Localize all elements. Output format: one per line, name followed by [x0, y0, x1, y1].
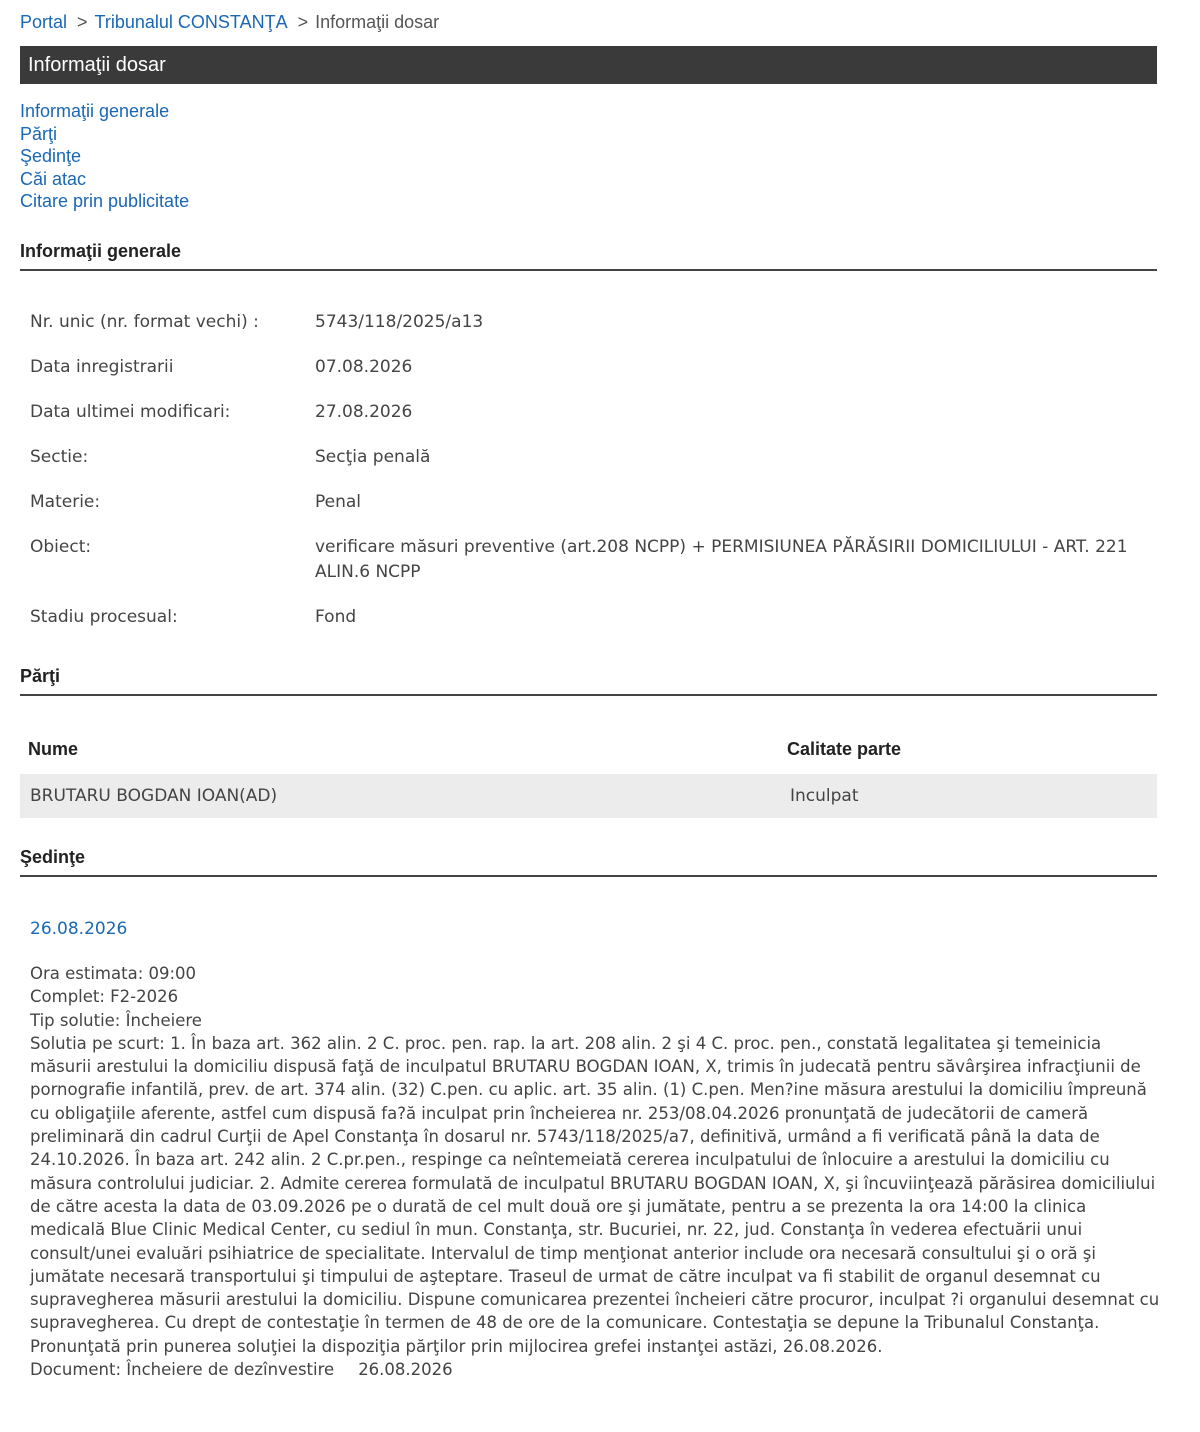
column-header-name: Nume [28, 739, 79, 759]
info-label: Stadiu procesual: [30, 607, 178, 627]
info-label: Nr. unic (nr. format vechi) : [30, 312, 259, 332]
party-name: BRUTARU BOGDAN IOAN(AD) [30, 786, 278, 806]
session-document-date: 26.08.2026 [358, 1360, 453, 1380]
session-time: Ora estimata: 09:00 [30, 964, 197, 983]
quick-nav [20, 100, 189, 213]
info-value: 5743/118/2025/a13 [315, 312, 484, 332]
session-solution-type: Tip solutie: Încheiere [30, 1010, 202, 1030]
section-title-sessions: Şedinţe [20, 845, 1157, 877]
session-document: Document: Încheiere de dezînvestire [30, 1360, 335, 1380]
page-title-bar [20, 46, 1157, 84]
info-label: Sectie: [30, 447, 89, 467]
session-details [30, 962, 1160, 1381]
page-title: Informaţii dosar [28, 54, 166, 76]
nav-link-public-summons[interactable]: Citare prin publicitate [20, 191, 190, 211]
info-value: Penal [315, 492, 362, 512]
parties-table-header [20, 736, 1157, 762]
info-value: verificare măsuri preventive (art.208 NCPP) + PERMISIUNEA PĂRĂSIRII DOMICILIULUI - ART. 221 ALIN.6 NCPP [315, 537, 1128, 582]
info-value: Fond [315, 607, 357, 627]
breadcrumb-separator: > [77, 12, 88, 32]
breadcrumb-link-tribunal[interactable]: Tribunalul CONSTANŢA [94, 12, 288, 32]
breadcrumb-current: Informaţii dosar [315, 12, 440, 32]
table-row [20, 774, 1157, 818]
breadcrumb-link-portal[interactable]: Portal [20, 12, 68, 32]
party-role: Inculpat [790, 786, 859, 806]
session-document-line [30, 1358, 1160, 1381]
session-summary: Solutia pe scurt: 1. În baza art. 362 alin. 2 C. proc. pen. rap. la art. 208 alin. 2 şi 4 C. proc. pen., constată legalitatea şi temeinicia măsurii arestului la domiciliu dispusă faţă de inculpatul BRUTARU BOGDAN IOAN, X, trimis în judecată pentru săvârşirea infracţiunii de pornografie infantilă, prev. de art. 374 alin. (32) C.pen. cu aplic. art. 35 alin. (1) C.pen. Men?ine măsura arestului la domiciliu împreună cu obligaţiile aferente, astfel cum dispusă fa?ă inculpat prin încheierea nr. 253/08.04.2026 pronunţată de judecătorii de cameră preliminară din cadrul Curţii de Apel Constanţa în dosarul nr. 5743/118/2025/a7, definitivă, urmând a fi verificată până la data de 24.10.2026. În baza art. 242 alin. 2 C.pr.pen., respinge ca neîntemeiată cererea inculpatului de înlocuire a arestului la domiciliu cu măsura controlului judiciar. 2. Admite cererea formulată de inculpatul BRUTARU BOGDAN IOAN, X, şi încuviinţează părăsirea domiciliului de către acesta la data de 03.09.2026 pe o durată de cel mult două ore şi jumătate, pentru a se prezenta la ora 14:00 la clinica medicală Blue Clinic Medical Center, cu sediul în mun. Constanţa, str. Bucuriei, nr. 22, jud. Constanţa în vederea efectuării unui consult/unei evaluări psihiatrice de specialitate. Intervalul de timp menţionat anterior include ora necesară consultului şi o oră şi jumătate necesară transportului şi timpului de aşteptare. Traseul de urmat de către inculpat va fi stabilit de organul desemnat cu supravegherea măsurii arestului la domiciliu. Dispune comunicarea prezentei încheieri către procuror, inculpat ?i organului desemnat cu supravegherea. Cu drept de contestaţie în termen de 48 de ore de la comunicare. Contestaţia se depune la Tribunalul Constanţa. Pronunţată prin punerea soluţiei la dispoziţia părţilor prin mijlocirea grefei instanţei astăzi, 26.08.2026. [30, 1033, 1160, 1356]
breadcrumb [20, 10, 439, 34]
info-label: Obiect: [30, 537, 92, 557]
nav-link-parties[interactable]: Părţi [20, 123, 58, 144]
session-date: 26.08.2026 [30, 919, 128, 939]
info-label: Data inregistrarii [30, 357, 174, 377]
section-title-general-info: Informaţii generale [20, 239, 1157, 271]
column-header-role: Calitate parte [787, 739, 902, 759]
nav-link-appeals[interactable]: Căi atac [20, 168, 87, 189]
info-value: Secţia penală [315, 447, 431, 467]
breadcrumb-separator: > [297, 12, 309, 32]
nav-link-general-info[interactable]: Informaţii generale [20, 101, 170, 121]
info-value: 07.08.2026 [315, 357, 413, 377]
session-panel: Complet: F2-2026 [30, 987, 179, 1007]
nav-link-sessions[interactable]: Şedinţe [20, 146, 82, 166]
info-label: Materie: [30, 492, 101, 512]
info-value: 27.08.2026 [315, 402, 413, 422]
info-label: Data ultimei modificari: [30, 402, 231, 422]
section-title-parties: Părţi [20, 664, 1157, 696]
